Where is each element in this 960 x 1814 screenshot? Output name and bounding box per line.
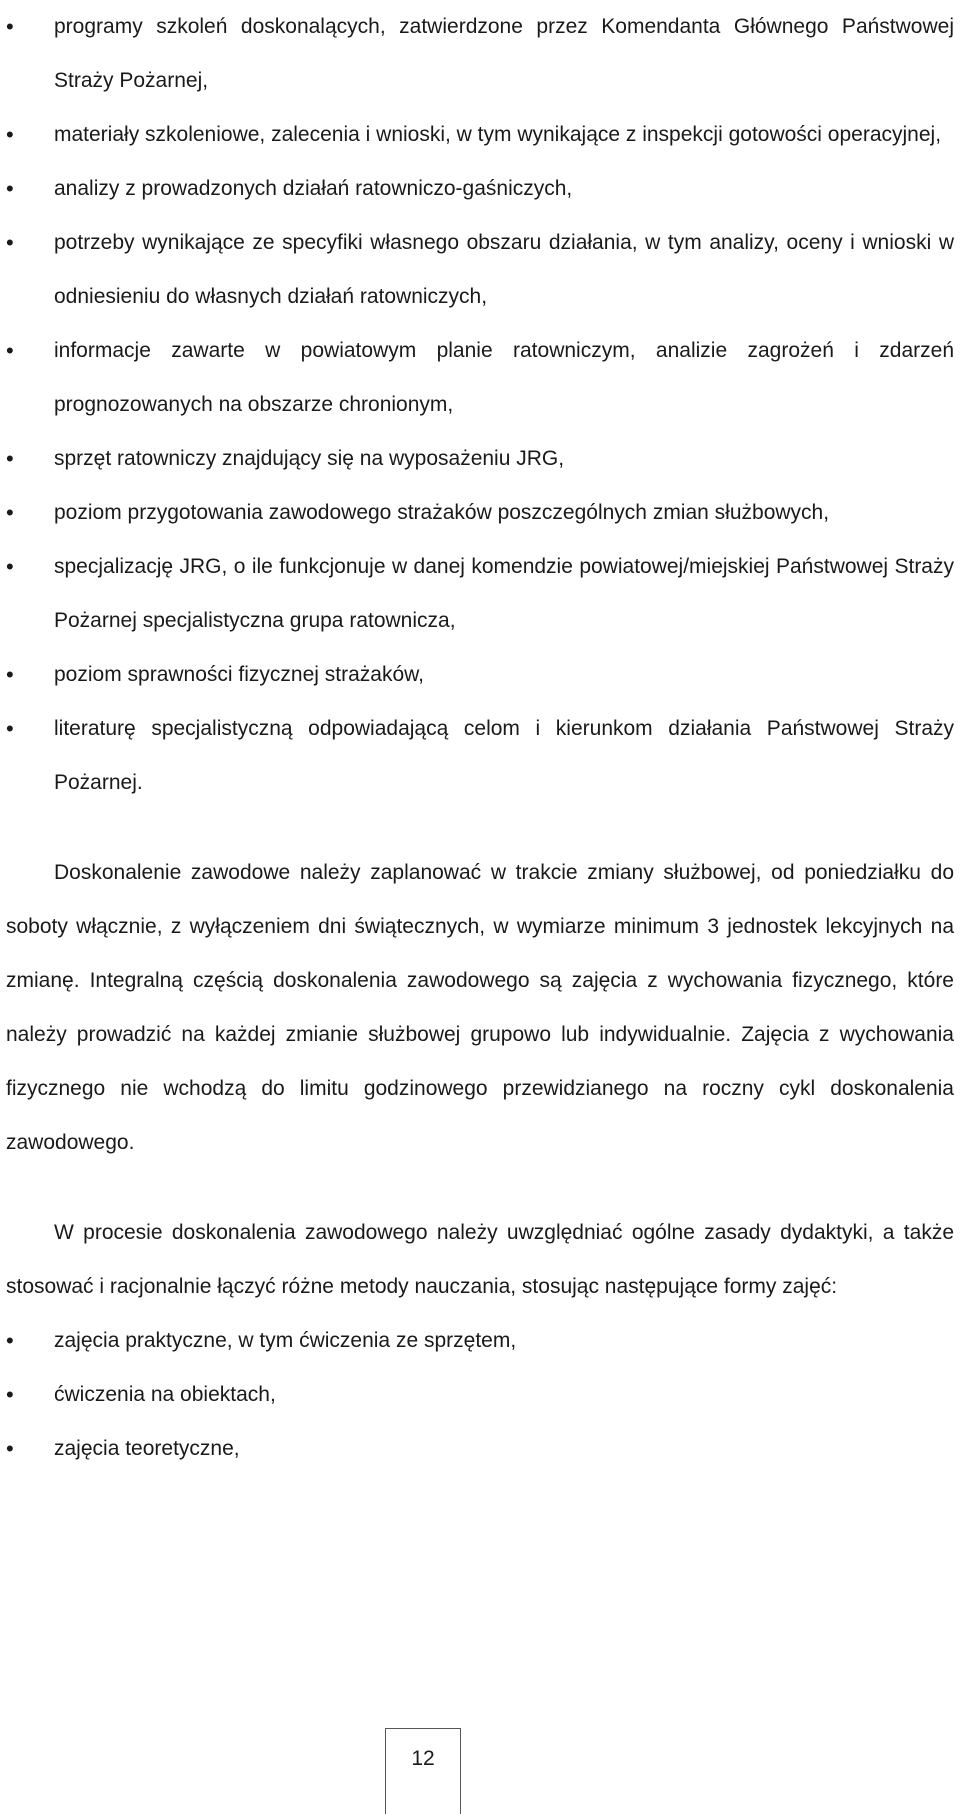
list-item: [6, 324, 954, 432]
list-item-text: literaturę specjalistyczną odpowiadającą celom i kierunkom działania Państwowej Straży Pożarnej.: [54, 717, 954, 794]
list-item: [6, 216, 954, 324]
list-item-text: ćwiczenia na obiektach,: [54, 1383, 276, 1406]
class-forms-bullet-list: [6, 1314, 954, 1476]
list-item-text: programy szkoleń doskonalących, zatwierdzone przez Komendanta Głównego Państwowej Straży Pożarnej,: [54, 15, 954, 92]
page-number: 12: [411, 1747, 435, 1770]
bullet-icon: •: [6, 716, 14, 741]
list-item: [6, 486, 954, 540]
bullet-icon: •: [6, 230, 14, 255]
list-item: [6, 1368, 954, 1422]
list-item: [6, 540, 954, 648]
bullet-icon: •: [6, 1436, 14, 1461]
page-number-box: [385, 1728, 461, 1814]
bullet-icon: •: [6, 662, 14, 687]
list-item-text: informacje zawarte w powiatowym planie ratowniczym, analizie zagrożeń i zdarzeń prognozowanych na obszarze chronionym,: [54, 339, 954, 416]
list-item: [6, 162, 954, 216]
paragraph-training-schedule: Doskonalenie zawodowe należy zaplanować w trakcie zmiany służbowej, od poniedziałku do soboty włącznie, z wyłączeniem dni świątecznych, w wymiarze minimum 3 jednostek lekcyjnych na zmianę. Integralną częścią doskonalenia zawodowego są zajęcia z wychowania fizycznego, które należy prowadzić na każdej zmianie służbowej grupowo lub indywidualnie. Zajęcia z wychowania fizycznego nie wchodzą do limitu godzinowego przewidzianego na roczny cykl doskonalenia zawodowego.: [6, 861, 954, 1154]
list-item-text: analizy z prowadzonych działań ratowniczo-gaśniczych,: [54, 177, 573, 200]
bullet-icon: •: [6, 176, 14, 201]
list-item: [6, 1314, 954, 1368]
bullet-icon: •: [6, 1382, 14, 1407]
bullet-icon: •: [6, 338, 14, 363]
sources-bullet-list: [6, 0, 954, 810]
list-item-text: zajęcia teoretyczne,: [54, 1437, 240, 1460]
bullet-icon: •: [6, 122, 14, 147]
list-item-text: materiały szkoleniowe, zalecenia i wnioski, w tym wynikające z inspekcji gotowości operacyjnej,: [54, 123, 942, 146]
list-item-text: specjalizację JRG, o ile funkcjonuje w danej komendzie powiatowej/miejskiej Państwowej Straży Pożarnej specjalistyczna grupa ratownicza,: [54, 555, 954, 632]
list-item: [6, 0, 954, 108]
paragraph-didactics: W procesie doskonalenia zawodowego należy uwzględniać ogólne zasady dydaktyki, a także stosować i racjonalnie łączyć różne metody nauczania, stosując następujące formy zajęć:: [6, 1221, 954, 1298]
bullet-icon: •: [6, 1328, 14, 1353]
page-content: [6, 0, 954, 1476]
bullet-icon: •: [6, 500, 14, 525]
list-item: [6, 432, 954, 486]
list-item-text: poziom sprawności fizycznej strażaków,: [54, 663, 424, 686]
bullet-icon: •: [6, 554, 14, 579]
list-item: [6, 648, 954, 702]
list-item-text: poziom przygotowania zawodowego strażaków poszczególnych zmian służbowych,: [54, 501, 830, 524]
list-item-text: potrzeby wynikające ze specyfiki własnego obszaru działania, w tym analizy, oceny i wnioski w odniesieniu do własnych działań ratowniczych,: [54, 231, 954, 308]
list-item: [6, 108, 954, 162]
list-item: [6, 702, 954, 810]
bullet-icon: •: [6, 446, 14, 471]
list-item-text: sprzęt ratowniczy znajdujący się na wyposażeniu JRG,: [54, 447, 565, 470]
list-item: [6, 1422, 954, 1476]
bullet-icon: •: [6, 14, 14, 39]
list-item-text: zajęcia praktyczne, w tym ćwiczenia ze sprzętem,: [54, 1329, 517, 1352]
